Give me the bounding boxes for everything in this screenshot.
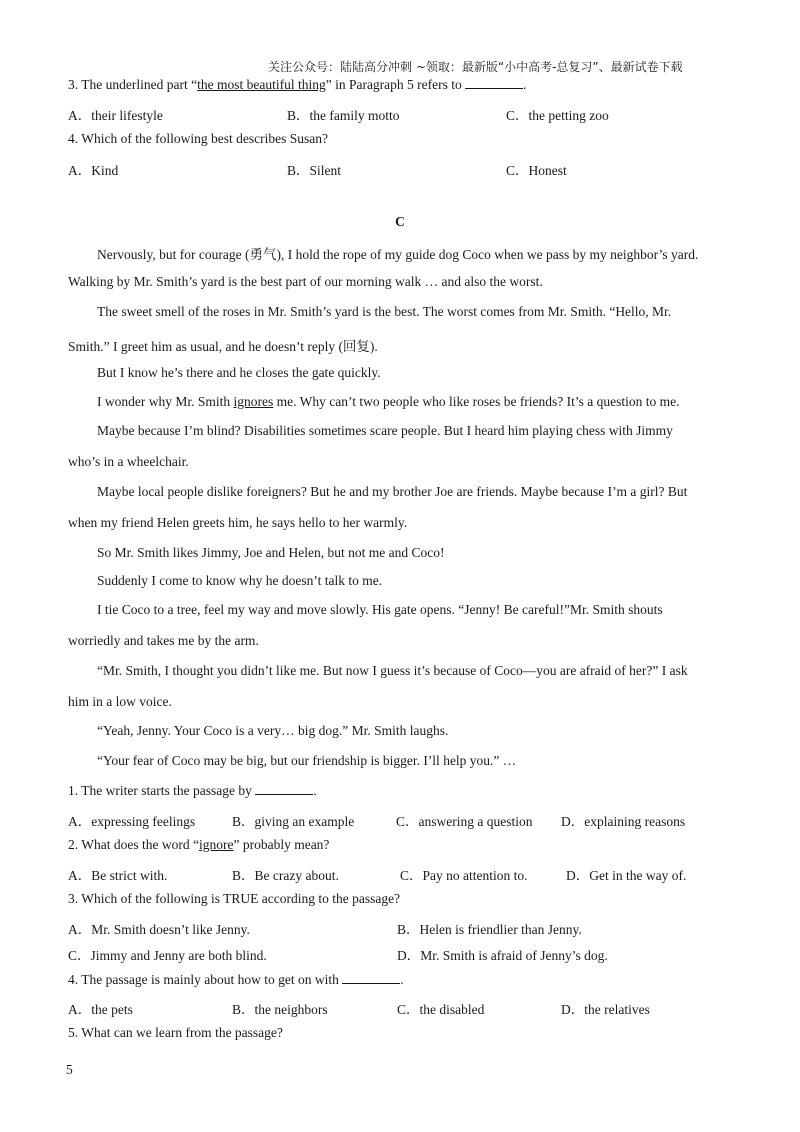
passage-p12: “Your fear of Coco may be big, but our friendship is bigger. I’ll help you.” …: [97, 753, 517, 768]
page-number: 5: [66, 1062, 73, 1077]
passage-p9-line2: worriedly and takes me by the arm.: [68, 633, 259, 648]
passage-p7: So Mr. Smith likes Jimmy, Joe and Helen, but not me and Coco!: [97, 545, 445, 560]
q3-option-c: C．Jimmy and Jenny are both blind.: [68, 948, 267, 963]
prev-q4-option-c: C．Honest: [506, 163, 567, 178]
passage-p6-line1: Maybe local people dislike foreigners? But he and my brother Joe are friends. Maybe because I’m a girl? But: [97, 484, 688, 499]
passage-p4: I wonder why Mr. Smith ignores me. Why can’t two people who like roses be friends? It’s a question to me.: [97, 394, 680, 409]
q2-option-a: A．Be strict with.: [68, 868, 168, 883]
passage-p10-line2: him in a low voice.: [68, 694, 172, 709]
q4-option-c: C．the disabled: [397, 1002, 485, 1017]
passage-p1-line1: Nervously, but for courage (勇气), I hold the rope of my guide dog Coco when we pass by my neighbor’s yard.: [97, 247, 699, 262]
answer-blank: [342, 971, 400, 984]
underlined-phrase: the most beautiful thing: [197, 77, 326, 92]
prev-question-4: 4. Which of the following best describes Susan?: [68, 131, 328, 146]
q1-option-b: B．giving an example: [232, 814, 355, 829]
passage-p10-line1: “Mr. Smith, I thought you didn’t like me. But now I guess it’s because of Coco—you are afraid of her?” I ask: [97, 663, 688, 678]
underlined-word: ignores: [233, 394, 274, 409]
q3-option-b: B．Helen is friendlier than Jenny.: [397, 922, 582, 937]
question-5: 5. What can we learn from the passage?: [68, 1025, 283, 1040]
question-4: 4. The passage is mainly about how to get on with .: [68, 972, 404, 987]
passage-p5-line1: Maybe because I’m blind? Disabilities sometimes scare people. But I heard him playing chess with Jimmy: [97, 423, 673, 438]
prev-q3-option-c: C．the petting zoo: [506, 108, 609, 123]
section-title: C: [395, 214, 405, 229]
passage-p11: “Yeah, Jenny. Your Coco is a very… big dog.” Mr. Smith laughs.: [97, 723, 449, 738]
passage-p5-line2: who’s in a wheelchair.: [68, 454, 189, 469]
q1-option-a: A．expressing feelings: [68, 814, 196, 829]
q4-option-b: B．the neighbors: [232, 1002, 328, 1017]
passage-p8: Suddenly I come to know why he doesn’t talk to me.: [97, 573, 383, 588]
question-3: 3. Which of the following is TRUE according to the passage?: [68, 891, 401, 906]
q2-option-d: D．Get in the way of.: [566, 868, 687, 883]
passage-p1-line2: Walking by Mr. Smith’s yard is the best part of our morning walk … and also the worst.: [68, 274, 543, 289]
question-1: 1. The writer starts the passage by .: [68, 783, 317, 798]
q4-option-a: A．the pets: [68, 1002, 133, 1017]
q3-option-d: D．Mr. Smith is afraid of Jenny’s dog.: [397, 948, 608, 963]
answer-blank: [255, 782, 313, 795]
q1-option-c: C．answering a question: [396, 814, 533, 829]
q2-option-c: C．Pay no attention to.: [400, 868, 528, 883]
q2-option-b: B．Be crazy about.: [232, 868, 339, 883]
prev-question-3: 3. The underlined part “the most beautiful thing” in Paragraph 5 refers to .: [68, 77, 527, 92]
page-header: 关注公众号：陆陆高分冲刺 ~领取：最新版“小中高考-总复习”、最新试卷下载: [268, 60, 683, 74]
prev-q4-option-a: A．Kind: [68, 163, 119, 178]
q1-option-d: D．explaining reasons: [561, 814, 686, 829]
passage-p2-line1: The sweet smell of the roses in Mr. Smith’s yard is the best. The worst comes from Mr. Smith. “Hello, Mr.: [97, 304, 672, 319]
prev-q4-option-b: B．Silent: [287, 163, 342, 178]
underlined-word: ignore: [198, 837, 234, 852]
prev-q3-option-b: B．the family motto: [287, 108, 400, 123]
q4-option-d: D．the relatives: [561, 1002, 650, 1017]
q3-option-a: A．Mr. Smith doesn’t like Jenny.: [68, 922, 250, 937]
passage-p9-line1: I tie Coco to a tree, feel my way and move slowly. His gate opens. “Jenny! Be careful!”Mr. Smith shouts: [97, 602, 663, 617]
answer-blank: [465, 76, 523, 89]
passage-p2-line2: Smith.” I greet him as usual, and he doesn’t reply (回复).: [68, 339, 378, 354]
passage-p3: But I know he’s there and he closes the gate quickly.: [97, 365, 381, 380]
question-2: 2. What does the word “ignore” probably mean?: [68, 837, 330, 852]
passage-p6-line2: when my friend Helen greets him, he says hello to her warmly.: [68, 515, 408, 530]
prev-q3-option-a: A．their lifestyle: [68, 108, 163, 123]
